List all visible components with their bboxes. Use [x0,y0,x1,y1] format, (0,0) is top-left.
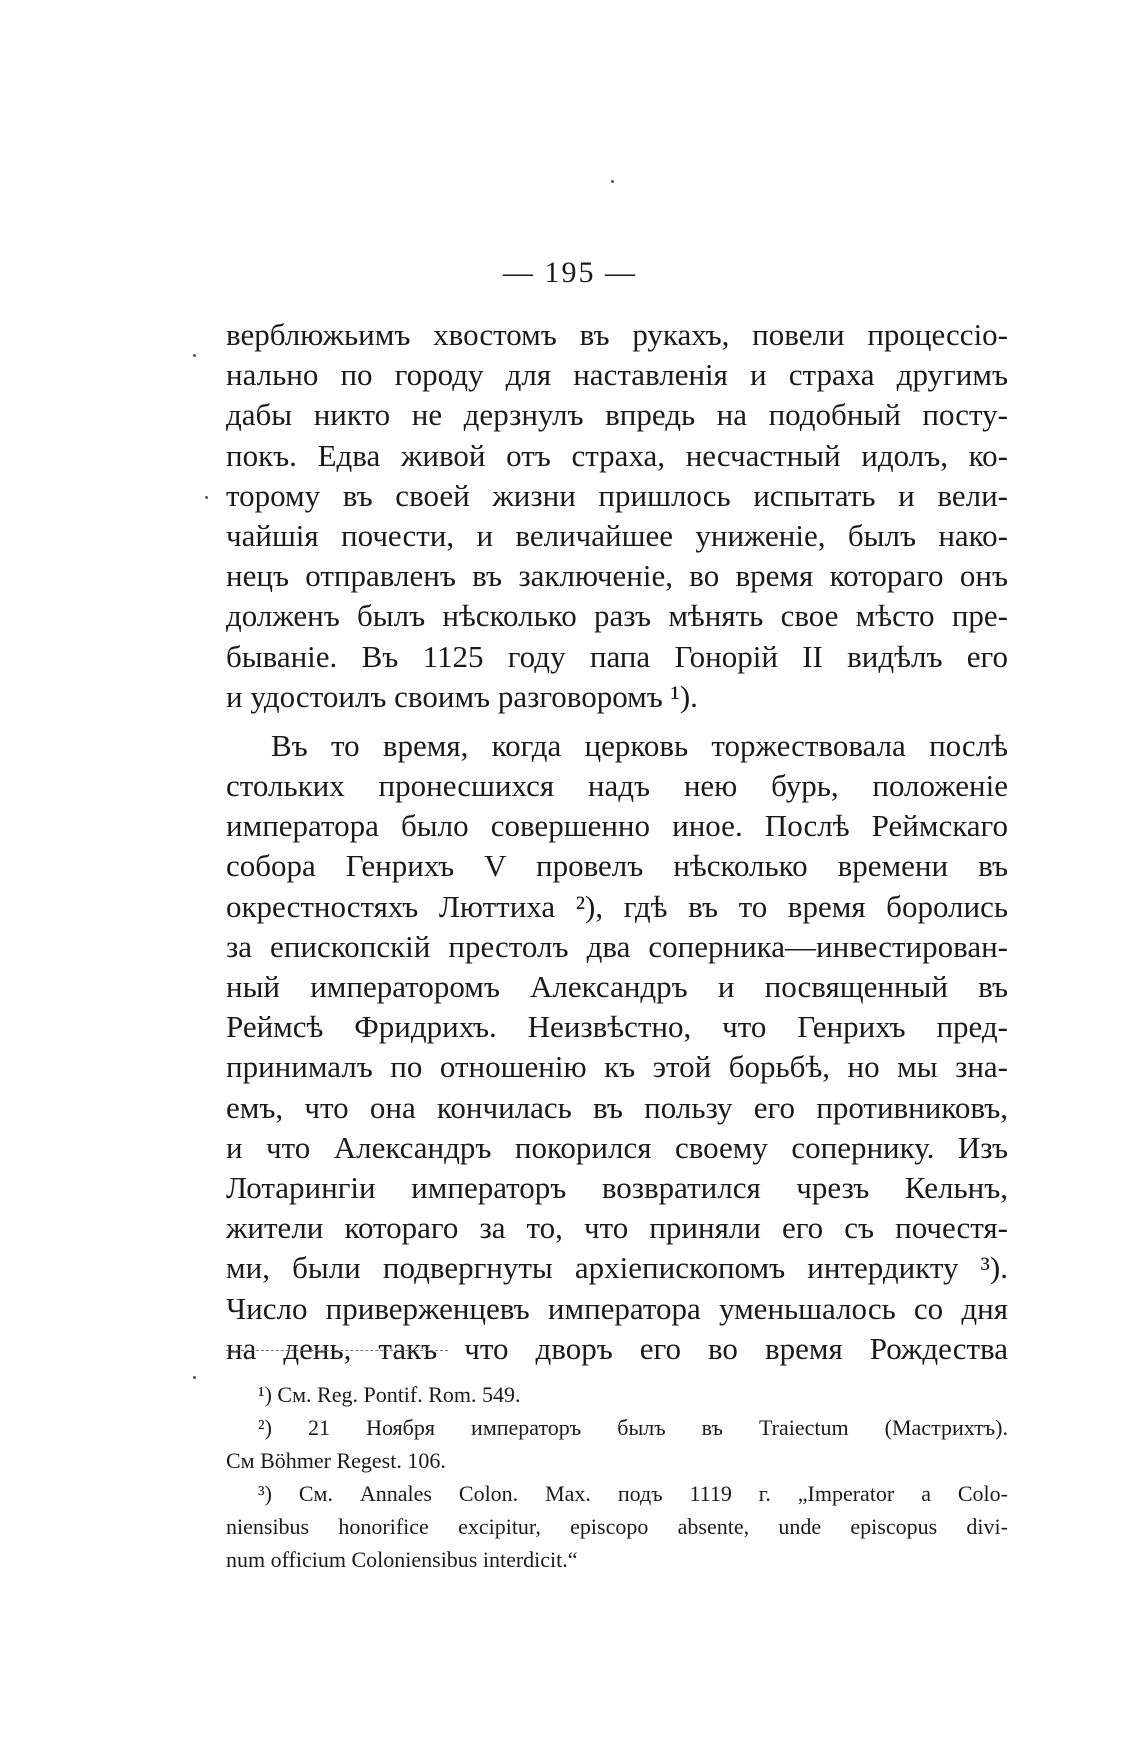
text-line: верблюжьимъ хвостомъ въ рукахъ, повели процессіо- [226,317,1008,352]
footnote-line: ²) 21 Ноября императоръ былъ въ Traiectum (Мастрихтъ). [258,1415,1008,1440]
text-line: и удостоилъ своимъ разговоромъ ¹). [226,678,698,714]
text-line: дабы никто не дерзнулъ впредь на подобный посту- [226,397,1008,433]
text-line: емъ, что она кончилась въ пользу его противниковъ, [226,1089,1008,1125]
text-line: принималъ по отношенію къ этой борьбѣ, но мы зна- [226,1049,1008,1085]
print-speck [205,496,208,499]
footnote-line: num officium Coloniensibus interdicit.“ [226,1547,578,1572]
text-line: торому въ своей жизни пришлось испытать и вели- [226,477,1008,513]
footnote-line: См Böhmer Regest. 106. [226,1448,446,1473]
text-line: императора было совершенно иное. Послѣ Реймскаго [226,808,1008,844]
print-speck [193,1376,196,1379]
text-line: долженъ былъ нѣсколько разъ мѣнять свое мѣсто пре- [226,598,1008,634]
text-line: собора Генрихъ V провелъ нѣсколько времени въ [226,848,1008,884]
main-text [226,315,1008,1369]
text-line: нально по городу для наставленія и страха другимъ [226,357,1008,393]
footnote-3 [226,1477,1008,1576]
footnote-1 [226,1378,1008,1411]
text-line: и что Александръ покорился своему сопернику. Изъ [226,1129,1008,1165]
text-line: Лотарингіи императоръ возвратился чрезъ Кельнъ, [226,1169,1008,1205]
text-line: на день, такъ что дворъ его во время Рождества [226,1330,1008,1366]
footnote-divider [226,1350,448,1351]
text-line: нецъ отправленъ въ заключеніе, во время котораго онъ [226,558,1008,594]
page-number: — 195 — [503,256,637,289]
text-line: окрестностяхъ Люттиха ²), гдѣ въ то время боролись [226,888,1008,924]
text-line: за епископскій престолъ два соперника—инвестирован- [226,928,1008,964]
text-line: Реймсѣ Фридрихъ. Неизвѣстно, что Генрихъ пред- [226,1009,1008,1045]
paragraph-1 [226,315,1008,717]
text-line: чайшія почести, и величайшее униженіе, былъ нако- [226,517,1008,553]
text-line: покъ. Едва живой отъ страха, несчастный идолъ, ко- [226,437,1008,473]
paragraph-2 [226,726,1008,1369]
text-line: Въ то время, когда церковь торжествовала послѣ [271,727,1008,763]
footnote-line: ³) См. Annales Colon. Max. подъ 1119 г. „Imperator a Colo- [258,1481,1008,1506]
text-line: Число приверженцевъ императора уменьшалось со дня [226,1290,1008,1326]
footnote-line: ¹) См. Reg. Pontif. Rom. 549. [258,1382,521,1407]
footnotes [226,1378,1008,1576]
print-speck [611,180,614,183]
footnote-line: niensibus honorifice excipitur, episcopo absente, unde episcopus divi- [226,1514,1008,1539]
text-line: ный императоромъ Александръ и посвященный въ [226,969,1008,1004]
text-line: быванiе. Въ 1125 году папа Гонорій II видѣлъ его [226,638,1008,674]
text-line: жители котораго за то, что приняли его съ почестя- [226,1210,1008,1246]
text-line: стольких пронесшихся надъ нею бурь, положеніе [226,768,1008,804]
print-speck [193,354,196,357]
footnote-2 [226,1411,1008,1477]
text-line: ми, были подвергнуты архіепископомъ интердикту ³). [226,1250,1008,1286]
paragraph-gap [226,717,1008,726]
